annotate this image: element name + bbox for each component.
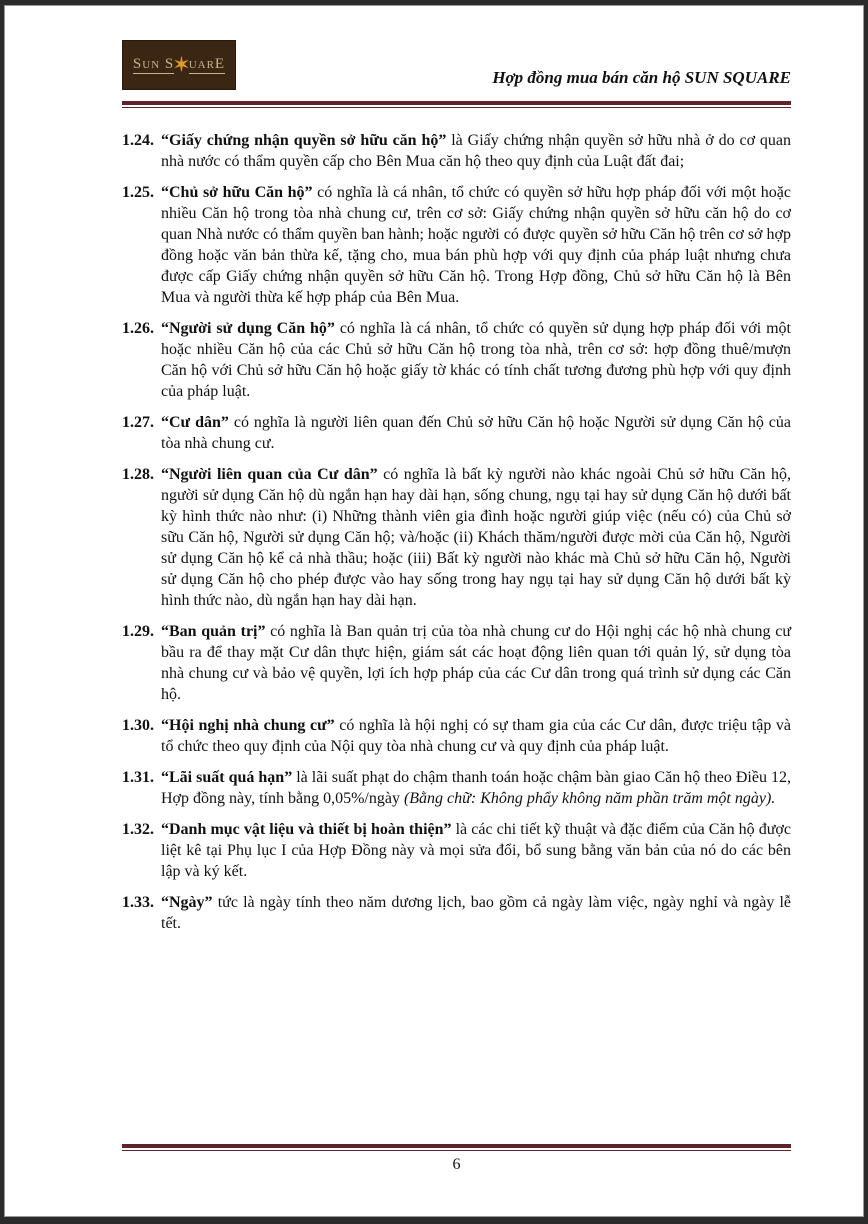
clause-term: “Danh mục vật liệu và thiết bị hoàn thiện” bbox=[161, 821, 452, 838]
clause-number: 1.31. bbox=[122, 769, 154, 786]
clause-number: 1.29. bbox=[122, 623, 154, 640]
clause-number: 1.25. bbox=[122, 184, 154, 201]
clause-term: “Người liên quan của Cư dân” bbox=[161, 466, 378, 483]
clause-body: có nghĩa là bất kỳ người nào khác ngoài Chủ sở hữu Căn hộ, người sử dụng Căn hộ dù ngắn hạn hay dài hạn, sống chung, ngụ tại hay sử dụng Căn hộ dưới bất kỳ hình thức nào như: (i) Những thành viên gia đình hoặc người giúp việc (nếu có) của Chủ sở sữu Căn hộ, Người sử dụng Căn hộ; và/hoặc (ii) Khách thăm/người được mời của Căn hộ, Người sử dụng Căn hộ kể cả nhà thầu; hoặc (iii) Bất kỳ người nào khác mà Chủ sở hữu Căn hộ, Người sử dụng Căn hộ cho phép được vào hay sống trong hay ngụ tại hay sử dụng Căn hộ dưới bất kỳ hình thức nào, dù ngắn hạn hay dài hạn. bbox=[161, 466, 791, 609]
clause-body: có nghĩa là cá nhân, tổ chức có quyền sở hữu hợp pháp đối với một hoặc nhiều Căn hộ trong tòa nhà chung cư, trên cơ sở: Giấy chứng nhận quyền sở hữu căn hộ do cơ quan Nhà nước có thẩm quyền ban hành; hoặc người có được quyền sở hữu Căn hộ trên cơ sở hợp đồng hoặc văn bản thừa kế, tặng cho, mua bán phù hợp với quy định của pháp luật nhưng chưa được cấp Giấy chứng nhận quyền sở hữu Căn hộ. Trong Hợp đồng, Chủ sở hữu Căn hộ là Bên Mua và người thừa kế hợp pháp của Bên Mua. bbox=[161, 184, 792, 306]
clause-term: “Ban quản trị” bbox=[161, 623, 266, 640]
clause-term: “Chủ sở hữu Căn hộ” bbox=[161, 184, 313, 201]
clause-1-32 bbox=[122, 819, 791, 882]
clause-body: là Giấy chứng nhận quyền sở hữu nhà ở do cơ quan nhà nước có thẩm quyền cấp cho Bên Mua căn hộ theo quy định của Luật đất đai; bbox=[161, 132, 792, 170]
clause-number: 1.30. bbox=[122, 717, 154, 734]
clause-number: 1.33. bbox=[122, 894, 154, 911]
clause-term: “Lãi suất quá hạn” bbox=[161, 769, 293, 786]
document-page bbox=[4, 5, 864, 1217]
logo-text-left: Sun S bbox=[132, 55, 175, 72]
page-number: 6 bbox=[452, 1156, 461, 1173]
document-title: Hợp đồng mua bán căn hộ SUN SQUARE bbox=[492, 68, 791, 87]
clause-body: có nghĩa là cá nhân, tổ chức có quyền sử dụng hợp pháp đối với một hoặc nhiều Căn hộ của các Chủ sở hữu Căn hộ trong tòa nhà, trên cơ sở: hợp đồng thuê/mượn Căn hộ với Chủ sở hữu Căn hộ hoặc giấy tờ khác có tính chất tương đương phù hợp với quy định của pháp luật. bbox=[161, 320, 791, 400]
clause-text bbox=[161, 182, 791, 308]
clause-1-31 bbox=[122, 767, 791, 809]
clause-number: 1.27. bbox=[122, 414, 154, 431]
clause-term: “Người sử dụng Căn hộ” bbox=[161, 320, 335, 337]
clause-term: “Giấy chứng nhận quyền sở hữu căn hộ” bbox=[161, 132, 447, 149]
clause-text bbox=[161, 464, 791, 611]
clause-text bbox=[161, 318, 791, 402]
clause-italic-note: (Bằng chữ: Không phẩy không năm phần trăm một ngày). bbox=[403, 790, 776, 807]
logo-text-right: uarE bbox=[188, 55, 226, 72]
clause-number: 1.24. bbox=[122, 132, 154, 149]
clause-text bbox=[161, 892, 791, 934]
sun-square-logo bbox=[122, 40, 236, 90]
clause-term: “Cư dân” bbox=[161, 414, 229, 431]
clause-body: có nghĩa là người liên quan đến Chủ sở hữu Căn hộ hoặc Người sử dụng Căn hộ của tòa nhà chung cư. bbox=[161, 414, 791, 452]
clause-body: là các chi tiết kỹ thuật và đặc điểm của Căn hộ được liệt kê tại Phụ lục I của Hợp Đồng này và mọi sửa đổi, bổ sung bằng văn bản của nó do các bên lập và ký kết. bbox=[161, 821, 791, 880]
clause-1-26 bbox=[122, 318, 791, 402]
clause-body: tức là ngày tính theo năm dương lịch, bao gồm cả ngày làm việc, ngày nghỉ và ngày lễ tết. bbox=[161, 894, 791, 932]
clause-number: 1.26. bbox=[122, 320, 154, 337]
clause-text bbox=[161, 715, 791, 757]
clause-term: “Hội nghị nhà chung cư” bbox=[161, 717, 335, 734]
clause-body: là lãi suất phạt do chậm thanh toán hoặc chậm bàn giao Căn hộ theo Điều 12, Hợp đồng này, tính bằng 0,05%/ngày bbox=[161, 769, 791, 807]
clause-1-27 bbox=[122, 412, 791, 454]
clause-text bbox=[161, 819, 791, 882]
clause-list bbox=[122, 130, 791, 934]
clause-body: có nghĩa là Ban quản trị của tòa nhà chung cư do Hội nghị các hộ nhà chung cư bầu ra để thay mặt Cư dân thực hiện, giám sát các hoạt động liên quan tới quản lý, sử dụng tòa nhà chung cư và bảo vệ quyền, lợi ích hợp pháp của các Cư dân trong quá trình sử dụng các Căn hộ. bbox=[161, 623, 791, 703]
sunburst-icon: ✶ bbox=[172, 52, 191, 77]
clause-term: “Ngày” bbox=[161, 894, 213, 911]
clause-text bbox=[161, 130, 791, 172]
page-footer bbox=[122, 1144, 791, 1174]
header-rule bbox=[122, 101, 791, 108]
clause-1-33 bbox=[122, 892, 791, 934]
footer-rule bbox=[122, 1144, 791, 1151]
clause-number: 1.28. bbox=[122, 466, 154, 483]
clause-text bbox=[161, 412, 791, 454]
clause-1-29 bbox=[122, 621, 791, 705]
clause-1-24 bbox=[122, 130, 791, 172]
clause-text bbox=[161, 621, 791, 705]
clause-body: có nghĩa là hội nghị có sự tham gia của các Cư dân, được triệu tập và tổ chức theo quy định của Nội quy tòa nhà chung cư và quy định của pháp luật. bbox=[161, 717, 792, 755]
clause-1-25 bbox=[122, 182, 791, 308]
clause-text bbox=[161, 767, 791, 809]
page-header bbox=[122, 40, 791, 90]
clause-1-28 bbox=[122, 464, 791, 611]
clause-number: 1.32. bbox=[122, 821, 154, 838]
clause-1-30 bbox=[122, 715, 791, 757]
